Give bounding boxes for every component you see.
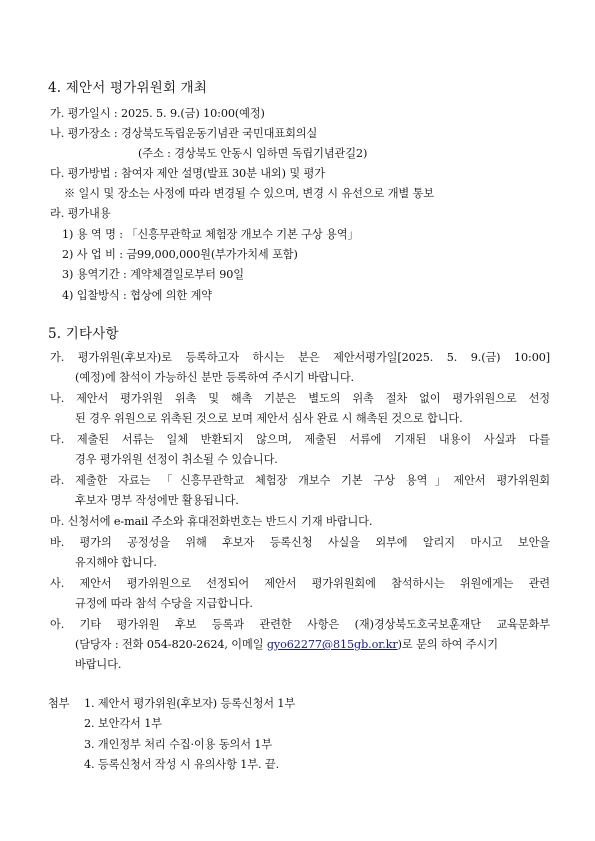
email-link[interactable]: gyo62277@815gb.or.kr <box>266 638 398 651</box>
item-da-line1: 다. 제출된 서류는 일체 반환되지 않으며, 제출된 서류에 기재된 내용이 사실과 다를 <box>50 433 550 446</box>
item-a-line3: 바랍니다. <box>75 658 122 671</box>
item-na-line2: 된 경우 위원으로 위촉된 것으로 보며 제안서 심사 완료 시 해촉된 것으로 합니다. <box>75 412 463 425</box>
contact-prefix: (담당자 : 전화 054-820-2624, 이메일 <box>75 638 267 651</box>
contact-suffix: )로 문의 하여 주시기 <box>397 638 498 651</box>
schedule-notice: ※ 일시 및 장소는 사정에 따라 변경될 수 있으며, 변경 시 유선으로 개별 통보 <box>64 187 434 200</box>
item-ga-line1: 가. 평가위원(후보자)로 등록하고자 하시는 분은 제안서평가일[2025. 5. 9.(금) 10:00] <box>50 351 550 364</box>
section-4-title: 4. 제안서 평가위원회 개최 <box>48 80 208 96</box>
eval-date: 가. 평가일시 : 2025. 5. 9.(금) 10:00(예정) <box>50 107 265 120</box>
item-a-line1: 아. 기타 평가위원 후보 등록과 관련한 사항은 (재)경상북도호국보훈재단 교육문화부 <box>50 618 550 631</box>
item-da-line2: 경우 평가위원 선정이 취소될 수 있습니다. <box>75 453 278 466</box>
eval-place: 나. 평가장소 : 경상북도독립운동기념관 국민대표회의실 <box>50 127 318 140</box>
attachment-1: 1. 제안서 평가위원(후보자) 등록신청서 1부 <box>84 697 296 710</box>
project-period: 3) 용역기간 : 계약체결일로부터 90일 <box>62 268 245 281</box>
section-5-title: 5. 기타사항 <box>48 326 119 342</box>
item-sa-line2: 규정에 따라 참석 수당을 지급합니다. <box>75 597 253 610</box>
item-a-line2 <box>75 638 498 652</box>
project-budget: 2) 사 업 비 : 금99,000,000원(부가가치세 포함) <box>62 248 298 261</box>
item-ra-line2: 후보자 명부 작성에만 활용됩니다. <box>75 494 239 507</box>
eval-address: (주소 : 경상북도 안동시 임하면 독립기념관길2) <box>138 147 368 160</box>
attachment-3: 3. 개인정부 처리 수집·이용 동의서 1부 <box>84 738 273 751</box>
item-ma: 마. 신청서에 e-mail 주소와 휴대전화번호는 반드시 기재 바랍니다. <box>50 515 373 528</box>
project-name: 1) 용 역 명 : 「신흥무관학교 체험장 개보수 기본 구상 용역」 <box>62 228 359 241</box>
item-na-line1: 나. 제안서 평가위원 위촉 및 해촉 기분은 별도의 위촉 절차 없이 평가위원으로 선정 <box>50 392 550 405</box>
eval-method: 다. 평가방법 : 참여자 제안 설명(발표 30분 내외) 및 평가 <box>50 167 325 180</box>
attachment-4: 4. 등록신청서 작성 시 유의사항 1부. 끝. <box>84 758 280 771</box>
bid-method: 4) 입찰방식 : 협상에 의한 계약 <box>62 289 213 302</box>
item-sa-line1: 사. 제안서 평가위원으로 선정되어 제안서 평가위원회에 참석하시는 위원에게는 관련 <box>50 577 550 590</box>
attachment-2: 2. 보안각서 1부 <box>84 717 162 730</box>
eval-content-heading: 라. 평가내용 <box>50 207 111 220</box>
item-ra-line1: 라. 제출한 자료는 「신흥무관학교 체험장 개보수 기본 구상 용역」제안서 평가위원회 <box>50 474 550 487</box>
attachments-label: 첨부 <box>48 697 70 710</box>
item-ga-line2: (예정)에 참석이 가능하신 분만 등록하여 주시기 바랍니다. <box>75 371 354 384</box>
item-ba-line2: 유지해야 합니다. <box>75 556 157 569</box>
item-ba-line1: 바. 평가의 공정성을 위해 후보자 등록신청 사실을 외부에 알리지 마시고 보안을 <box>50 536 550 549</box>
